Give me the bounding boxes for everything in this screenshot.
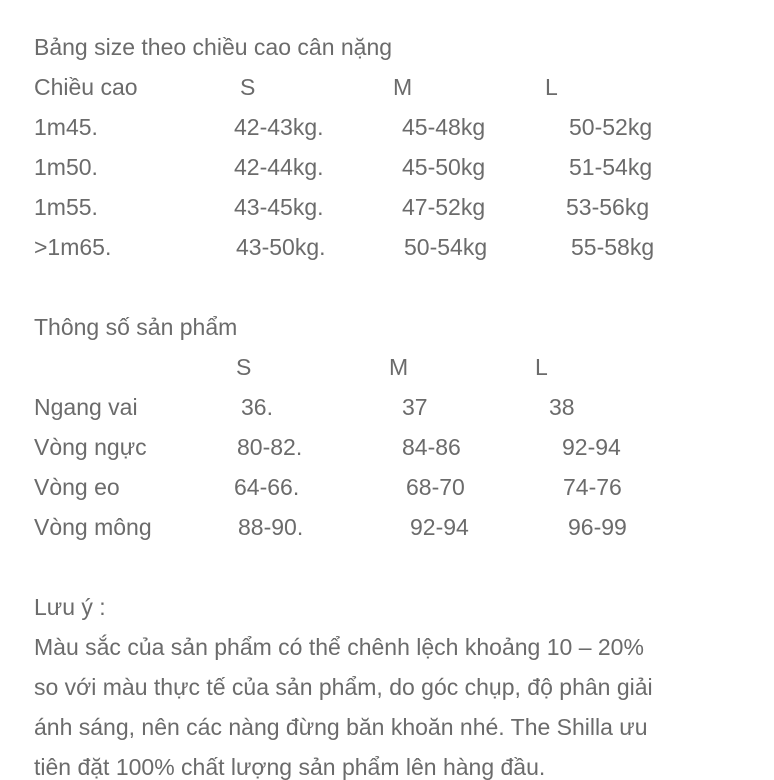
size-chart-s-value: 42-43kg. — [234, 114, 324, 140]
size-chart-s-value: 42-44kg. — [234, 154, 324, 180]
size-chart-m-value: 47-52kg — [402, 194, 486, 220]
size-chart-header-m: M — [393, 74, 413, 100]
size-chart-height: 1m50. — [34, 154, 98, 180]
size-chart-s-value: 43-45kg. — [234, 194, 324, 220]
product-specs-l-value: 38 — [549, 394, 575, 420]
product-specs-l-value: 74-76 — [563, 474, 622, 500]
product-specs-measure: Vòng ngực — [34, 434, 147, 460]
product-specs-s-value: 80-82. — [237, 434, 303, 460]
size-chart-title: Bảng size theo chiều cao cân nặng — [34, 34, 393, 60]
product-specs-l-value: 96-99 — [568, 514, 627, 540]
size-chart-l-value: 53-56kg — [566, 194, 650, 220]
product-specs-l-value: 92-94 — [562, 434, 621, 460]
note-heading: Lưu ý : — [34, 594, 106, 620]
product-specs-m-value: 37 — [402, 394, 428, 420]
product-specs-header-m: M — [389, 354, 409, 380]
size-chart-m-value: 45-48kg — [402, 114, 486, 140]
size-chart-m-value: 45-50kg — [402, 154, 486, 180]
size-chart-s-value: 43-50kg. — [236, 234, 326, 260]
product-specs-m-value: 92-94 — [410, 514, 469, 540]
note-line: so với màu thực tế của sản phẩm, do góc chụp, độ phân giải — [34, 674, 653, 700]
product-specs-m-value: 68-70 — [406, 474, 465, 500]
product-specs-s-value: 64-66. — [234, 474, 300, 500]
product-specs-measure: Vòng eo — [34, 474, 120, 500]
note-line: tiên đặt 100% chất lượng sản phẩm lên hàng đầu. — [34, 754, 546, 780]
product-specs-header-l: L — [535, 354, 548, 380]
size-chart-height: 1m45. — [34, 114, 98, 140]
size-chart-header-l: L — [545, 74, 558, 100]
product-specs-header-s: S — [236, 354, 252, 380]
product-specs-m-value: 84-86 — [402, 434, 461, 460]
size-chart-height: >1m65. — [34, 234, 112, 260]
product-specs-s-value: 88-90. — [238, 514, 304, 540]
size-chart-l-value: 55-58kg — [571, 234, 655, 260]
size-chart-header-height: Chiều cao — [34, 74, 138, 100]
size-chart-header-s: S — [240, 74, 256, 100]
size-chart-l-value: 50-52kg — [569, 114, 653, 140]
size-chart-m-value: 50-54kg — [404, 234, 488, 260]
note-line: Màu sắc của sản phẩm có thể chênh lệch khoảng 10 – 20% — [34, 634, 644, 660]
size-chart-height: 1m55. — [34, 194, 98, 220]
product-specs-s-value: 36. — [241, 394, 273, 420]
product-specs-title: Thông số sản phẩm — [34, 314, 238, 340]
product-specs-measure: Vòng mông — [34, 514, 152, 540]
size-chart-l-value: 51-54kg — [569, 154, 653, 180]
product-specs-measure: Ngang vai — [34, 394, 138, 420]
note-line: ánh sáng, nên các nàng đừng băn khoăn nhé. The Shilla ưu — [34, 714, 648, 740]
